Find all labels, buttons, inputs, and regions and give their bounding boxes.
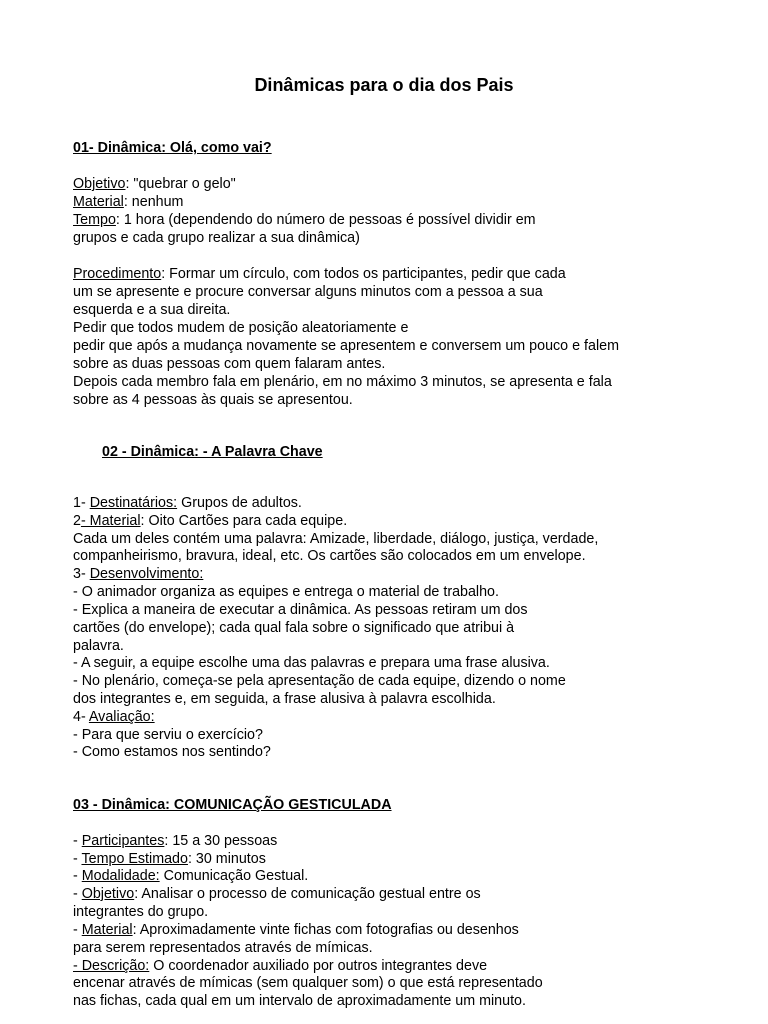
desenvolvimento-label: Desenvolvimento: [89,566,204,582]
tempo-estimado-line [73,850,266,868]
section-2-heading: 02 - Dinâmica: - A Palavra Chave [102,444,323,460]
section-3-heading: 03 - Dinâmica: COMUNICAÇÃO GESTICULADA [73,797,392,813]
dash: - [73,886,82,902]
destinatarios-value: Grupos de adultos. [177,495,302,511]
procedimento-text: Pedir que todos mudem de posição aleatoriamente e [73,320,409,336]
objetivo-label: Objetivo [81,886,135,902]
descricao-text: encenar através de mímicas (sem qualquer som) o que está representado [73,975,543,991]
procedimento-text: um se apresente e procure conversar alguns minutos com a pessoa a sua [73,284,543,300]
procedimento-label: Procedimento [73,266,162,282]
destinatarios-line [73,494,302,512]
tempo-estimado-label: Tempo Estimado [81,851,188,867]
dash: - [73,922,82,938]
material-text: companheirismo, bravura, ideal, etc. Os cartões são colocados em um envelope. [73,548,586,564]
avaliacao-label: Avaliação: [88,709,155,725]
material-value: : Aproximadamente vinte fichas com fotografias ou desenhos [132,922,519,938]
material-value: : Oito Cartões para cada equipe. [140,513,348,529]
desenvolvimento-text: cartões (do envelope); cada qual fala sobre o significado que atribui à [73,620,515,636]
participantes-value: : 15 a 30 pessoas [164,833,278,849]
avaliacao-prefix: 4- [73,709,89,725]
desenvolvimento-text: palavra. [73,638,124,654]
material-prefix: 2 [73,513,81,529]
material-line [73,512,347,530]
participantes-line [73,832,277,850]
desenvolvimento-prefix: 3- [73,566,90,582]
material-label: - Material [80,513,141,529]
dash: - [73,868,82,884]
destinatarios-label: Destinatários: [89,495,178,511]
material-line [73,193,183,211]
material-text: Cada um deles contém uma palavra: Amizade, liberdade, diálogo, justiça, verdade, [73,531,599,547]
desenvolvimento-text: dos integrantes e, em seguida, a frase alusiva à palavra escolhida. [73,691,496,707]
objetivo-continuation: integrantes do grupo. [73,904,209,920]
descricao-text: nas fichas, cada qual em um intervalo de aproximadamente um minuto. [73,993,526,1009]
procedimento-text: pedir que após a mudança novamente se apresentem e conversem um pouco e falem [73,338,619,354]
procedimento-text: Depois cada membro fala em plenário, em no máximo 3 minutos, se apresenta e fala [73,374,612,390]
tempo-value: : 1 hora (dependendo do número de pessoas é possível dividir em [115,212,536,228]
material-line [73,921,519,939]
procedimento-text: sobre as 4 pessoas às quais se apresentou. [73,392,353,408]
desenvolvimento-line [73,565,203,583]
objetivo-value: : Analisar o processo de comunicação gestual entre os [134,886,481,902]
objetivo-label: Objetivo [73,176,126,192]
dash: - [73,833,82,849]
avaliacao-text: - Para que serviu o exercício? [73,727,263,743]
descricao-line [73,957,487,975]
section-1-heading: 01- Dinâmica: Olá, como vai? [73,140,272,156]
descricao-label: - Descrição: [73,958,150,974]
modalidade-line [73,867,308,885]
desenvolvimento-text: - No plenário, começa-se pela apresentação de cada equipe, dizendo o nome [73,673,566,689]
material-value: : nenhum [123,194,184,210]
material-label: Material [81,922,133,938]
modalidade-value: Comunicação Gestual. [159,868,309,884]
objetivo-line [73,175,236,193]
dash: - [73,851,82,867]
material-label: Material [73,194,124,210]
destinatarios-prefix: 1- [73,495,90,511]
procedimento-text: esquerda e a sua direita. [73,302,231,318]
page-title: Dinâmicas para o dia dos Pais [254,75,514,95]
descricao-value: O coordenador auxiliado por outros integrantes deve [149,958,488,974]
tempo-estimado-value: : 30 minutos [187,851,266,867]
objetivo-line [73,885,481,903]
objetivo-value: : "quebrar o gelo" [125,176,236,192]
participantes-label: Participantes [81,833,165,849]
tempo-continuation: grupos e cada grupo realizar a sua dinâmica) [73,230,360,246]
procedimento-value: : Formar um círculo, com todos os participantes, pedir que cada [161,266,566,282]
modalidade-label: Modalidade: [81,868,160,884]
desenvolvimento-text: - O animador organiza as equipes e entrega o material de trabalho. [73,584,499,600]
avaliacao-line [73,708,155,726]
tempo-label: Tempo [73,212,116,228]
procedimento-text: sobre as duas pessoas com quem falaram antes. [73,356,386,372]
desenvolvimento-text: - A seguir, a equipe escolhe uma das palavras e prepara uma frase alusiva. [73,655,550,671]
tempo-line [73,211,536,229]
procedimento-line [73,265,566,283]
avaliacao-text: - Como estamos nos sentindo? [73,744,271,760]
material-continuation: para serem representados através de mímicas. [73,940,373,956]
desenvolvimento-text: - Explica a maneira de executar a dinâmica. As pessoas retiram um dos [73,602,528,618]
